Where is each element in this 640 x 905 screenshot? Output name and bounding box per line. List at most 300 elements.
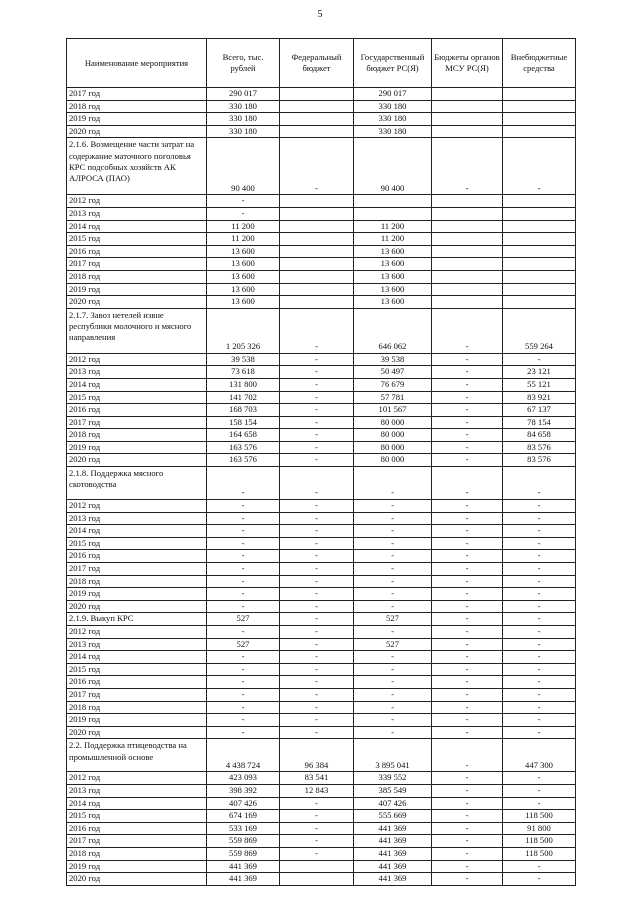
table-row [67, 88, 576, 101]
table-row [67, 726, 576, 739]
cell-state: 13 600 [354, 258, 432, 271]
cell-state: 441 369 [354, 873, 432, 886]
cell-total: 164 658 [207, 429, 280, 442]
cell-total: 527 [207, 613, 280, 626]
cell-name: 2.1.8. Поддержка мясного скотоводства [67, 467, 207, 500]
cell-federal [280, 270, 354, 283]
cell-state: 11 200 [354, 233, 432, 246]
cell-state: 407 426 [354, 797, 432, 810]
cell-name: 2013 год [67, 207, 207, 220]
cell-municipal: - [432, 366, 503, 379]
cell-extrabudget: - [503, 651, 576, 664]
cell-name: 2017 год [67, 258, 207, 271]
cell-municipal [432, 296, 503, 309]
cell-total: 11 200 [207, 233, 280, 246]
cell-name: 2014 год [67, 378, 207, 391]
cell-extrabudget [503, 296, 576, 309]
cell-municipal: - [432, 676, 503, 689]
cell-state: 80 000 [354, 454, 432, 467]
cell-name: 2018 год [67, 100, 207, 113]
cell-name: 2019 год [67, 588, 207, 601]
cell-municipal: - [432, 714, 503, 727]
cell-name: 2019 год [67, 283, 207, 296]
cell-federal [280, 100, 354, 113]
cell-federal [280, 125, 354, 138]
cell-name: 2013 год [67, 366, 207, 379]
cell-state: - [354, 537, 432, 550]
cell-extrabudget: - [503, 784, 576, 797]
cell-municipal: - [432, 663, 503, 676]
cell-state: 330 180 [354, 125, 432, 138]
cell-state: 441 369 [354, 822, 432, 835]
cell-total: - [207, 626, 280, 639]
cell-federal: - [280, 638, 354, 651]
cell-municipal: - [432, 701, 503, 714]
cell-state: - [354, 714, 432, 727]
cell-federal [280, 207, 354, 220]
cell-name: 2020 год [67, 600, 207, 613]
cell-name: 2012 год [67, 626, 207, 639]
cell-total: - [207, 651, 280, 664]
cell-municipal: - [432, 784, 503, 797]
cell-federal: - [280, 676, 354, 689]
cell-name: 2013 год [67, 638, 207, 651]
cell-federal: - [280, 563, 354, 576]
cell-total: - [207, 701, 280, 714]
table-row [67, 797, 576, 810]
cell-municipal: - [432, 429, 503, 442]
cell-municipal: - [432, 835, 503, 848]
cell-extrabudget [503, 125, 576, 138]
cell-extrabudget: - [503, 550, 576, 563]
table-row [67, 283, 576, 296]
cell-extrabudget [503, 100, 576, 113]
cell-municipal: - [432, 441, 503, 454]
cell-federal [280, 220, 354, 233]
cell-total: - [207, 563, 280, 576]
cell-state: 50 497 [354, 366, 432, 379]
cell-municipal: - [432, 454, 503, 467]
cell-federal: - [280, 688, 354, 701]
table-row [67, 688, 576, 701]
cell-federal: - [280, 714, 354, 727]
cell-state: - [354, 500, 432, 513]
cell-state: 330 180 [354, 113, 432, 126]
cell-municipal: - [432, 563, 503, 576]
cell-extrabudget: - [503, 353, 576, 366]
section-row [67, 308, 576, 353]
cell-total: - [207, 550, 280, 563]
cell-total: 330 180 [207, 113, 280, 126]
table-row [67, 575, 576, 588]
cell-total: 1 205 326 [207, 308, 280, 353]
cell-municipal [432, 100, 503, 113]
cell-extrabudget: - [503, 638, 576, 651]
cell-state: 13 600 [354, 270, 432, 283]
table-row [67, 537, 576, 550]
cell-municipal [432, 88, 503, 101]
cell-federal: - [280, 404, 354, 417]
cell-name: 2014 год [67, 525, 207, 538]
cell-municipal: - [432, 391, 503, 404]
cell-federal: - [280, 500, 354, 513]
cell-total: 168 703 [207, 404, 280, 417]
table-row [67, 195, 576, 208]
cell-federal [280, 113, 354, 126]
page-number: 5 [317, 9, 323, 20]
cell-state: 441 369 [354, 860, 432, 873]
cell-municipal [432, 125, 503, 138]
cell-extrabudget: - [503, 575, 576, 588]
cell-federal: - [280, 391, 354, 404]
cell-name: 2019 год [67, 714, 207, 727]
cell-federal: - [280, 416, 354, 429]
table-row [67, 207, 576, 220]
cell-name: 2016 год [67, 822, 207, 835]
cell-state: - [354, 588, 432, 601]
cell-total: 423 093 [207, 772, 280, 785]
cell-municipal: - [432, 688, 503, 701]
cell-extrabudget: 55 121 [503, 378, 576, 391]
cell-state: - [354, 701, 432, 714]
cell-municipal: - [432, 797, 503, 810]
cell-extrabudget: 559 264 [503, 308, 576, 353]
cell-municipal [432, 220, 503, 233]
col-header-name: Наименование мероприятия [67, 39, 207, 88]
cell-municipal: - [432, 822, 503, 835]
cell-state: - [354, 676, 432, 689]
cell-extrabudget [503, 258, 576, 271]
cell-extrabudget: - [503, 512, 576, 525]
cell-extrabudget: - [503, 500, 576, 513]
cell-total: - [207, 726, 280, 739]
cell-extrabudget: - [503, 600, 576, 613]
cell-total: 398 392 [207, 784, 280, 797]
cell-total: 533 169 [207, 822, 280, 835]
cell-state: 13 600 [354, 296, 432, 309]
table-row [67, 245, 576, 258]
cell-federal: - [280, 701, 354, 714]
cell-state: - [354, 550, 432, 563]
cell-total: 290 017 [207, 88, 280, 101]
cell-state: 339 552 [354, 772, 432, 785]
cell-state: 3 895 041 [354, 739, 432, 772]
cell-state: - [354, 512, 432, 525]
cell-total: - [207, 676, 280, 689]
cell-federal: - [280, 550, 354, 563]
cell-total: - [207, 207, 280, 220]
table-row [67, 220, 576, 233]
table-row [67, 860, 576, 873]
cell-name: 2013 год [67, 512, 207, 525]
cell-extrabudget: 83 576 [503, 454, 576, 467]
cell-federal: - [280, 366, 354, 379]
cell-municipal: - [432, 860, 503, 873]
cell-federal: - [280, 797, 354, 810]
table-row [67, 429, 576, 442]
table-row [67, 563, 576, 576]
cell-state: - [354, 575, 432, 588]
cell-federal: - [280, 835, 354, 848]
cell-total: - [207, 195, 280, 208]
cell-federal: - [280, 512, 354, 525]
cell-extrabudget: 118 500 [503, 835, 576, 848]
table-row [67, 784, 576, 797]
cell-total: - [207, 512, 280, 525]
cell-state: - [354, 600, 432, 613]
cell-extrabudget: - [503, 525, 576, 538]
cell-total: 13 600 [207, 245, 280, 258]
cell-extrabudget: 91 800 [503, 822, 576, 835]
cell-state: 646 062 [354, 308, 432, 353]
cell-federal: - [280, 847, 354, 860]
cell-extrabudget: - [503, 688, 576, 701]
cell-total: - [207, 663, 280, 676]
cell-municipal: - [432, 467, 503, 500]
cell-name: 2020 год [67, 125, 207, 138]
cell-name: 2015 год [67, 391, 207, 404]
cell-total: 141 702 [207, 391, 280, 404]
cell-state: 90 400 [354, 138, 432, 195]
cell-state: - [354, 688, 432, 701]
cell-federal: - [280, 663, 354, 676]
cell-state: 13 600 [354, 283, 432, 296]
cell-name: 2020 год [67, 454, 207, 467]
cell-name: 2017 год [67, 88, 207, 101]
cell-federal: - [280, 651, 354, 664]
cell-federal: - [280, 822, 354, 835]
cell-total: 73 618 [207, 366, 280, 379]
cell-federal [280, 245, 354, 258]
cell-federal: - [280, 441, 354, 454]
cell-name: 2017 год [67, 416, 207, 429]
cell-municipal [432, 270, 503, 283]
cell-municipal: - [432, 525, 503, 538]
cell-state: 76 679 [354, 378, 432, 391]
cell-extrabudget: - [503, 537, 576, 550]
cell-extrabudget: - [503, 772, 576, 785]
table-row [67, 391, 576, 404]
cell-municipal: - [432, 638, 503, 651]
cell-municipal: - [432, 772, 503, 785]
budget-table [66, 38, 576, 886]
cell-name: 2015 год [67, 663, 207, 676]
cell-extrabudget [503, 88, 576, 101]
cell-extrabudget: - [503, 860, 576, 873]
cell-name: 2018 год [67, 847, 207, 860]
table-row [67, 873, 576, 886]
cell-total: 163 576 [207, 441, 280, 454]
cell-federal [280, 296, 354, 309]
cell-federal: - [280, 378, 354, 391]
cell-federal: - [280, 810, 354, 823]
cell-state: 80 000 [354, 441, 432, 454]
cell-federal: - [280, 588, 354, 601]
table-row [67, 416, 576, 429]
cell-extrabudget [503, 245, 576, 258]
cell-municipal: - [432, 873, 503, 886]
cell-total: 90 400 [207, 138, 280, 195]
cell-state: 555 669 [354, 810, 432, 823]
table-row [67, 441, 576, 454]
cell-name: 2019 год [67, 113, 207, 126]
cell-extrabudget [503, 270, 576, 283]
table-row [67, 663, 576, 676]
table-row [67, 600, 576, 613]
cell-state: - [354, 467, 432, 500]
section-row [67, 467, 576, 500]
cell-total: 131 800 [207, 378, 280, 391]
cell-municipal: - [432, 626, 503, 639]
table-row [67, 525, 576, 538]
cell-federal: - [280, 626, 354, 639]
cell-state: 13 600 [354, 245, 432, 258]
table-row [67, 701, 576, 714]
cell-extrabudget: - [503, 588, 576, 601]
cell-federal: 83 541 [280, 772, 354, 785]
cell-total: - [207, 500, 280, 513]
cell-extrabudget: - [503, 873, 576, 886]
cell-municipal: - [432, 138, 503, 195]
cell-state: 39 538 [354, 353, 432, 366]
cell-name: 2012 год [67, 500, 207, 513]
cell-state: 527 [354, 638, 432, 651]
cell-total: 407 426 [207, 797, 280, 810]
cell-extrabudget: - [503, 467, 576, 500]
table-row [67, 550, 576, 563]
cell-state [354, 207, 432, 220]
table-row [67, 626, 576, 639]
cell-total: 559 869 [207, 835, 280, 848]
cell-name: 2019 год [67, 441, 207, 454]
table-row [67, 270, 576, 283]
cell-name: 2016 год [67, 404, 207, 417]
cell-total: 13 600 [207, 270, 280, 283]
cell-extrabudget: 83 921 [503, 391, 576, 404]
cell-federal: - [280, 454, 354, 467]
cell-federal [280, 258, 354, 271]
table-row [67, 676, 576, 689]
cell-name: 2012 год [67, 195, 207, 208]
cell-municipal: - [432, 416, 503, 429]
cell-total: 441 369 [207, 873, 280, 886]
cell-extrabudget: - [503, 714, 576, 727]
cell-municipal [432, 233, 503, 246]
cell-state: - [354, 726, 432, 739]
cell-state: - [354, 651, 432, 664]
cell-total: - [207, 600, 280, 613]
cell-federal: - [280, 537, 354, 550]
cell-name: 2.2. Поддержка птицеводства на промышленной основе [67, 739, 207, 772]
cell-total: - [207, 588, 280, 601]
cell-name: 2017 год [67, 835, 207, 848]
cell-name: 2018 год [67, 270, 207, 283]
table-row [67, 378, 576, 391]
cell-extrabudget: - [503, 138, 576, 195]
col-header-municipal: Бюджеты органов МСУ РС(Я) [432, 39, 503, 88]
cell-federal [280, 233, 354, 246]
table-row [67, 296, 576, 309]
cell-federal: 12 843 [280, 784, 354, 797]
cell-total: 11 200 [207, 220, 280, 233]
cell-total: 13 600 [207, 296, 280, 309]
cell-total: - [207, 537, 280, 550]
cell-extrabudget [503, 283, 576, 296]
cell-total: 674 169 [207, 810, 280, 823]
cell-state: 441 369 [354, 835, 432, 848]
cell-municipal [432, 207, 503, 220]
cell-municipal: - [432, 550, 503, 563]
cell-total: 4 438 724 [207, 739, 280, 772]
cell-municipal: - [432, 575, 503, 588]
table-row [67, 613, 576, 626]
cell-municipal: - [432, 651, 503, 664]
cell-federal: - [280, 429, 354, 442]
cell-federal: - [280, 613, 354, 626]
cell-federal: - [280, 600, 354, 613]
cell-federal: - [280, 726, 354, 739]
cell-state [354, 195, 432, 208]
cell-total: - [207, 575, 280, 588]
cell-name: 2.1.7. Завоз нетелей извне республики молочного и мясного направления [67, 308, 207, 353]
table-row [67, 651, 576, 664]
table-row [67, 366, 576, 379]
cell-federal [280, 195, 354, 208]
cell-extrabudget: 23 121 [503, 366, 576, 379]
cell-total: 13 600 [207, 283, 280, 296]
cell-municipal [432, 245, 503, 258]
cell-state: 101 567 [354, 404, 432, 417]
cell-name: 2.1.6. Возмещение части затрат на содержание маточного поголовья КРС подсобных хозяйств АК АЛРОСА (ПАО) [67, 138, 207, 195]
table-row [67, 810, 576, 823]
table-row [67, 233, 576, 246]
cell-name: 2013 год [67, 784, 207, 797]
cell-municipal [432, 195, 503, 208]
cell-federal: - [280, 525, 354, 538]
cell-extrabudget [503, 113, 576, 126]
cell-name: 2020 год [67, 296, 207, 309]
cell-municipal: - [432, 739, 503, 772]
cell-extrabudget: - [503, 797, 576, 810]
section-row [67, 138, 576, 195]
cell-state: 527 [354, 613, 432, 626]
table-row [67, 714, 576, 727]
cell-extrabudget: - [503, 563, 576, 576]
cell-extrabudget: - [503, 726, 576, 739]
cell-municipal: - [432, 810, 503, 823]
table-row [67, 454, 576, 467]
cell-name: 2018 год [67, 429, 207, 442]
cell-federal: - [280, 467, 354, 500]
cell-extrabudget: 84 658 [503, 429, 576, 442]
table-row [67, 404, 576, 417]
table-row [67, 512, 576, 525]
cell-total: 158 154 [207, 416, 280, 429]
cell-federal [280, 88, 354, 101]
cell-total: 559 869 [207, 847, 280, 860]
cell-extrabudget: - [503, 701, 576, 714]
cell-municipal: - [432, 588, 503, 601]
cell-name: 2012 год [67, 772, 207, 785]
cell-municipal: - [432, 378, 503, 391]
cell-name: 2.1.9. Выкуп КРС [67, 613, 207, 626]
cell-name: 2015 год [67, 233, 207, 246]
cell-name: 2020 год [67, 873, 207, 886]
cell-name: 2016 год [67, 676, 207, 689]
cell-name: 2015 год [67, 810, 207, 823]
cell-extrabudget [503, 195, 576, 208]
cell-municipal: - [432, 512, 503, 525]
